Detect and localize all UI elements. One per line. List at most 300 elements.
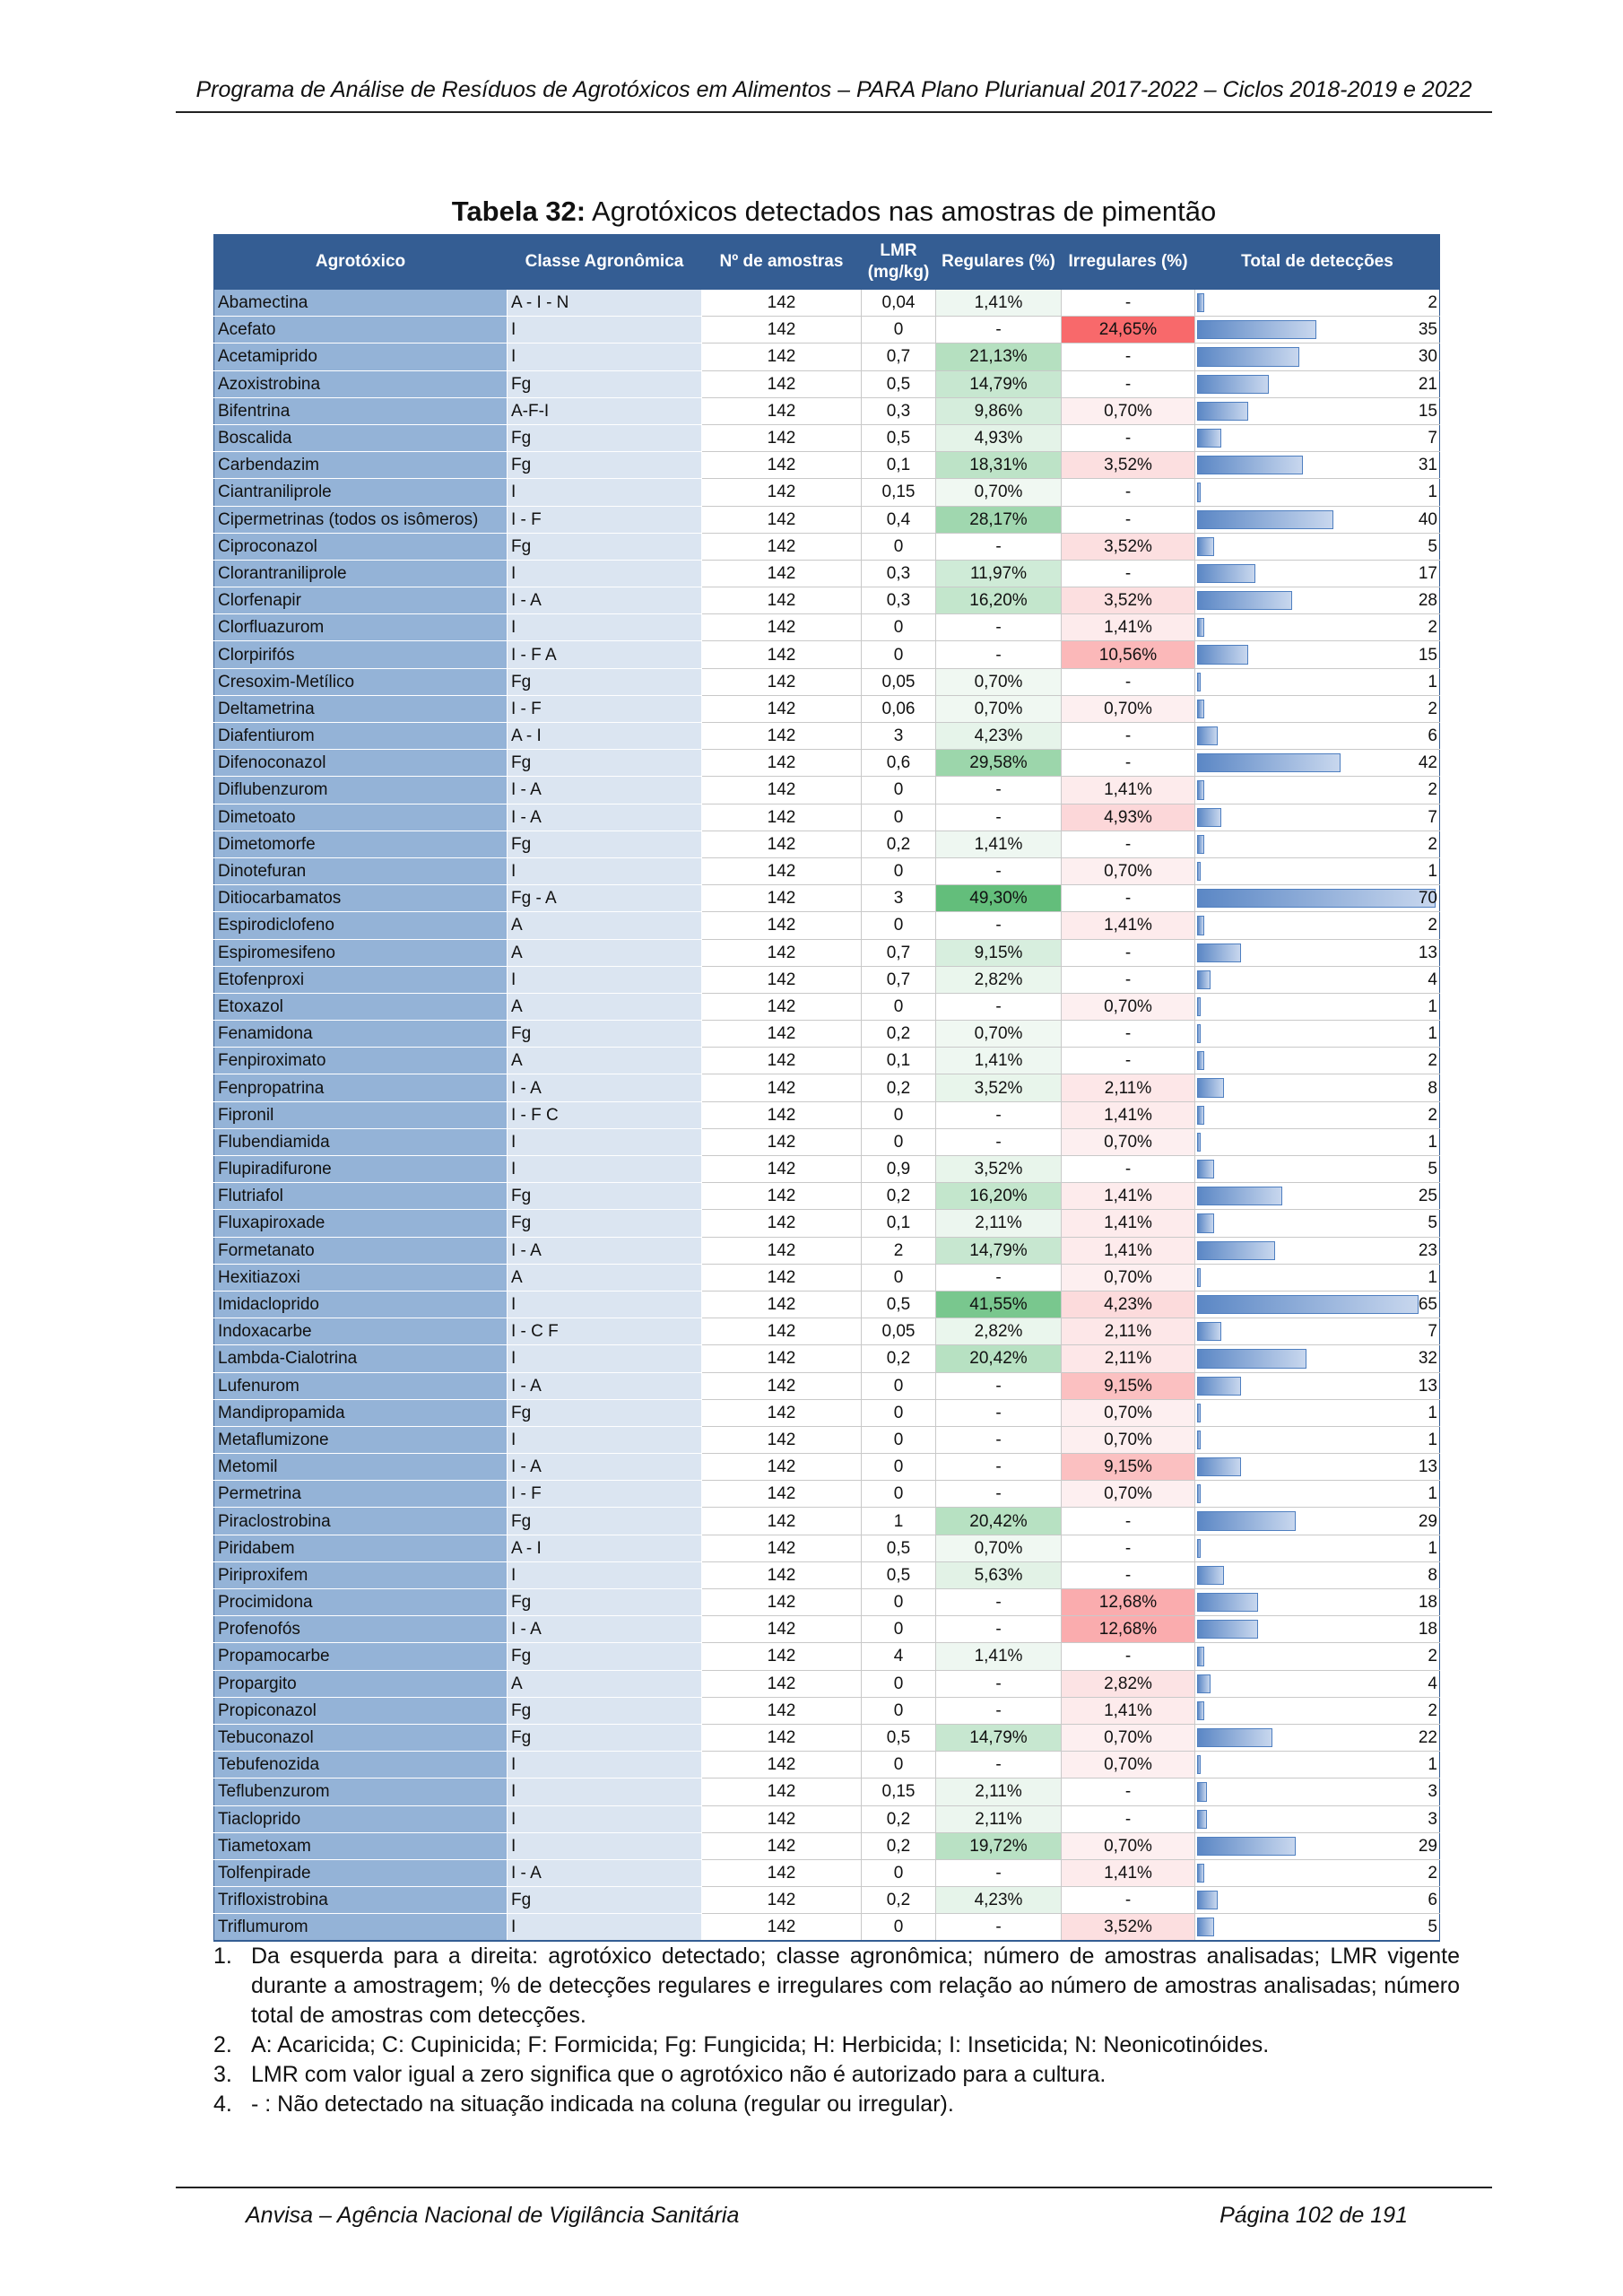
- cell-n-amostras: 142: [702, 1101, 862, 1128]
- cell-lmr: 0: [862, 1697, 936, 1724]
- cell-regulares: -: [936, 1128, 1062, 1155]
- detection-bar: [1197, 1539, 1201, 1558]
- table-row: [214, 1535, 1440, 1561]
- cell-regulares: 16,20%: [936, 1183, 1062, 1210]
- cell-n-amostras: 142: [702, 1752, 862, 1779]
- cell-agrotoxico: Trifloxistrobina: [214, 1887, 508, 1914]
- cell-classe: I - A: [508, 1616, 702, 1643]
- cell-classe: Fg: [508, 370, 702, 397]
- cell-classe: I - A: [508, 1237, 702, 1264]
- cell-n-amostras: 142: [702, 1481, 862, 1508]
- cell-n-amostras: 142: [702, 1832, 862, 1859]
- cell-regulares: 2,82%: [936, 1318, 1062, 1345]
- total-value: 2: [1428, 1105, 1437, 1125]
- table-row: [214, 777, 1440, 804]
- cell-total-deteccoes: [1195, 560, 1440, 587]
- cell-agrotoxico: Deltametrina: [214, 695, 508, 722]
- cell-agrotoxico: Fenpiroximato: [214, 1048, 508, 1074]
- cell-lmr: 0: [862, 1399, 936, 1426]
- cell-irregulares: -: [1062, 885, 1195, 912]
- cell-lmr: 0,7: [862, 344, 936, 370]
- cell-agrotoxico: Etofenproxi: [214, 966, 508, 993]
- table-row: [214, 1264, 1440, 1291]
- detection-bar: [1197, 1322, 1221, 1341]
- cell-regulares: -: [936, 1481, 1062, 1508]
- cell-classe: I - A: [508, 1372, 702, 1399]
- cell-n-amostras: 142: [702, 1128, 862, 1155]
- cell-lmr: 0: [862, 1670, 936, 1697]
- cell-classe: Fg: [508, 1183, 702, 1210]
- cell-classe: I: [508, 1805, 702, 1832]
- table-row: [214, 1561, 1440, 1588]
- cell-irregulares: 1,41%: [1062, 912, 1195, 939]
- cell-total-deteccoes: [1195, 1454, 1440, 1481]
- detection-bar: [1197, 402, 1248, 421]
- cell-n-amostras: 142: [702, 723, 862, 750]
- table-row: [214, 1021, 1440, 1048]
- cell-lmr: 0: [862, 857, 936, 884]
- cell-irregulares: 2,11%: [1062, 1074, 1195, 1101]
- cell-irregulares: 0,70%: [1062, 695, 1195, 722]
- table-row: [214, 1670, 1440, 1697]
- cell-n-amostras: 142: [702, 587, 862, 614]
- cell-agrotoxico: Profenofós: [214, 1616, 508, 1643]
- cell-classe: Fg: [508, 831, 702, 857]
- cell-irregulares: 0,70%: [1062, 1752, 1195, 1779]
- cell-lmr: 0,7: [862, 939, 936, 966]
- cell-total-deteccoes: [1195, 777, 1440, 804]
- cell-agrotoxico: Azoxistrobina: [214, 370, 508, 397]
- note-number: 4.: [213, 2092, 232, 2117]
- cell-n-amostras: 142: [702, 1372, 862, 1399]
- cell-n-amostras: 142: [702, 1210, 862, 1237]
- table-row: [214, 993, 1440, 1020]
- cell-irregulares: 3,52%: [1062, 587, 1195, 614]
- table-row: [214, 1048, 1440, 1074]
- cell-n-amostras: 142: [702, 1291, 862, 1318]
- detection-bar: [1197, 673, 1201, 691]
- table-row: [214, 1128, 1440, 1155]
- cell-agrotoxico: Clorfluazurom: [214, 614, 508, 641]
- cell-irregulares: -: [1062, 560, 1195, 587]
- total-value: 22: [1418, 1728, 1437, 1748]
- footer-rule: [176, 2187, 1492, 2188]
- table-row: [214, 614, 1440, 641]
- cell-irregulares: 4,23%: [1062, 1291, 1195, 1318]
- cell-irregulares: 0,70%: [1062, 1399, 1195, 1426]
- total-value: 2: [1428, 834, 1437, 854]
- table-row: [214, 885, 1440, 912]
- cell-n-amostras: 142: [702, 939, 862, 966]
- cell-regulares: -: [936, 1101, 1062, 1128]
- total-value: 13: [1418, 1457, 1437, 1477]
- cell-total-deteccoes: [1195, 1264, 1440, 1291]
- detection-bar: [1197, 564, 1255, 583]
- cell-n-amostras: 142: [702, 344, 862, 370]
- cell-regulares: 0,70%: [936, 1535, 1062, 1561]
- cell-classe: Fg: [508, 424, 702, 451]
- total-value: 4: [1428, 1674, 1437, 1693]
- detection-bar: [1197, 808, 1221, 827]
- detection-bar: [1197, 1701, 1204, 1720]
- total-value: 2: [1428, 293, 1437, 313]
- total-value: 13: [1418, 943, 1437, 962]
- cell-n-amostras: 142: [702, 1670, 862, 1697]
- total-value: 2: [1428, 1051, 1437, 1071]
- table-row: [214, 1237, 1440, 1264]
- cell-classe: A: [508, 993, 702, 1020]
- table-row: [214, 370, 1440, 397]
- table-row: [214, 641, 1440, 668]
- cell-irregulares: -: [1062, 1535, 1195, 1561]
- cell-regulares: 0,70%: [936, 695, 1062, 722]
- cell-regulares: 3,52%: [936, 1156, 1062, 1183]
- detection-bar: [1197, 483, 1201, 501]
- cell-irregulares: 9,15%: [1062, 1372, 1195, 1399]
- total-value: 31: [1418, 456, 1437, 475]
- cell-total-deteccoes: [1195, 344, 1440, 370]
- note-text: Da esquerda para a direita: agrotóxico detectado; classe agronômica; número de amostras analisadas; LMR vigente durante a amostragem; % de detecções regulares e irregulares com relação ao número de amostras analisadas; número total de amostras com detecções.: [251, 1944, 1460, 2028]
- total-value: 29: [1418, 1511, 1437, 1531]
- cell-regulares: 1,41%: [936, 831, 1062, 857]
- total-value: 1: [1428, 1132, 1437, 1152]
- cell-n-amostras: 142: [702, 1318, 862, 1345]
- total-value: 23: [1418, 1240, 1437, 1260]
- cell-classe: Fg: [508, 1021, 702, 1048]
- cell-n-amostras: 142: [702, 452, 862, 479]
- total-value: 1: [1428, 1267, 1437, 1287]
- table-row: [214, 1805, 1440, 1832]
- cell-regulares: -: [936, 1914, 1062, 1942]
- cell-classe: A: [508, 939, 702, 966]
- table-row: [214, 1887, 1440, 1914]
- cell-agrotoxico: Imidacloprido: [214, 1291, 508, 1318]
- cell-lmr: 0,1: [862, 1048, 936, 1074]
- cell-regulares: -: [936, 804, 1062, 831]
- detection-bar: [1197, 1837, 1296, 1856]
- cell-lmr: 0: [862, 1372, 936, 1399]
- cell-classe: I - A: [508, 587, 702, 614]
- col-header-agrotoxico: Agrotóxico: [214, 235, 508, 290]
- cell-total-deteccoes: [1195, 1345, 1440, 1372]
- total-value: 40: [1418, 509, 1437, 529]
- cell-lmr: 1: [862, 1508, 936, 1535]
- note-item: [213, 1942, 1460, 2031]
- detection-bar: [1197, 375, 1269, 394]
- cell-total-deteccoes: [1195, 1914, 1440, 1942]
- cell-n-amostras: 142: [702, 1887, 862, 1914]
- detection-bar: [1197, 780, 1204, 799]
- cell-classe: I - F C: [508, 1101, 702, 1128]
- cell-agrotoxico: Etoxazol: [214, 993, 508, 1020]
- cell-lmr: 0,2: [862, 1887, 936, 1914]
- table-row: [214, 1074, 1440, 1101]
- cell-classe: A: [508, 1264, 702, 1291]
- cell-classe: Fg: [508, 1508, 702, 1535]
- cell-classe: I: [508, 1291, 702, 1318]
- cell-classe: I - A: [508, 777, 702, 804]
- cell-total-deteccoes: [1195, 804, 1440, 831]
- detection-bar: [1197, 320, 1316, 339]
- cell-total-deteccoes: [1195, 1021, 1440, 1048]
- cell-lmr: 0: [862, 1589, 936, 1616]
- cell-irregulares: -: [1062, 750, 1195, 777]
- cell-regulares: -: [936, 1399, 1062, 1426]
- cell-agrotoxico: Clorpirifós: [214, 641, 508, 668]
- cell-n-amostras: 142: [702, 641, 862, 668]
- cell-classe: Fg: [508, 452, 702, 479]
- cell-regulares: 1,41%: [936, 1048, 1062, 1074]
- table-row: [214, 1481, 1440, 1508]
- cell-irregulares: -: [1062, 1779, 1195, 1805]
- cell-n-amostras: 142: [702, 1074, 862, 1101]
- cell-classe: A: [508, 912, 702, 939]
- total-value: 35: [1418, 320, 1437, 340]
- cell-total-deteccoes: [1195, 1508, 1440, 1535]
- table-row: [214, 750, 1440, 777]
- cell-lmr: 0,05: [862, 668, 936, 695]
- total-value: 29: [1418, 1836, 1437, 1856]
- cell-lmr: 3: [862, 723, 936, 750]
- cell-agrotoxico: Piraclostrobina: [214, 1508, 508, 1535]
- total-value: 1: [1428, 1403, 1437, 1422]
- total-value: 3: [1428, 1782, 1437, 1802]
- cell-lmr: 0,4: [862, 506, 936, 533]
- cell-irregulares: 1,41%: [1062, 777, 1195, 804]
- col-header-regulares: Regulares (%): [936, 235, 1062, 290]
- cell-regulares: 14,79%: [936, 1237, 1062, 1264]
- table-row: [214, 1426, 1440, 1453]
- cell-total-deteccoes: [1195, 1859, 1440, 1886]
- cell-total-deteccoes: [1195, 1643, 1440, 1670]
- cell-total-deteccoes: [1195, 695, 1440, 722]
- cell-classe: Fg: [508, 1589, 702, 1616]
- detection-bar: [1197, 456, 1303, 474]
- cell-total-deteccoes: [1195, 750, 1440, 777]
- cell-lmr: 0: [862, 1101, 936, 1128]
- cell-total-deteccoes: [1195, 1535, 1440, 1561]
- table-row: [214, 533, 1440, 560]
- total-value: 5: [1428, 1213, 1437, 1233]
- cell-total-deteccoes: [1195, 1156, 1440, 1183]
- cell-regulares: 0,70%: [936, 1021, 1062, 1048]
- cell-lmr: 0: [862, 1616, 936, 1643]
- table-row: [214, 1914, 1440, 1942]
- table-row: [214, 397, 1440, 424]
- cell-lmr: 0,2: [862, 1805, 936, 1832]
- detection-bar: [1197, 1404, 1201, 1422]
- table-row: [214, 1210, 1440, 1237]
- cell-total-deteccoes: [1195, 1128, 1440, 1155]
- cell-lmr: 0,6: [862, 750, 936, 777]
- cell-irregulares: -: [1062, 424, 1195, 451]
- detection-bar: [1197, 591, 1292, 610]
- cell-irregulares: 0,70%: [1062, 1832, 1195, 1859]
- detection-bar: [1197, 753, 1341, 772]
- cell-lmr: 0,5: [862, 1724, 936, 1751]
- detection-bar: [1197, 1078, 1224, 1097]
- cell-regulares: 4,23%: [936, 723, 1062, 750]
- cell-total-deteccoes: [1195, 1752, 1440, 1779]
- cell-classe: I: [508, 479, 702, 506]
- cell-n-amostras: 142: [702, 1914, 862, 1942]
- detection-bar: [1197, 645, 1248, 664]
- detection-bar: [1197, 1051, 1204, 1070]
- cell-regulares: -: [936, 1670, 1062, 1697]
- cell-irregulares: 0,70%: [1062, 1724, 1195, 1751]
- cell-regulares: -: [936, 1589, 1062, 1616]
- cell-classe: A - I - N: [508, 290, 702, 317]
- cell-total-deteccoes: [1195, 424, 1440, 451]
- cell-lmr: 0,9: [862, 1156, 936, 1183]
- detection-bar: [1197, 1431, 1201, 1449]
- cell-total-deteccoes: [1195, 1616, 1440, 1643]
- detection-bar: [1197, 1213, 1214, 1232]
- cell-agrotoxico: Propargito: [214, 1670, 508, 1697]
- cell-agrotoxico: Clorantraniliprole: [214, 560, 508, 587]
- detection-bar: [1197, 429, 1221, 448]
- cell-n-amostras: 142: [702, 1561, 862, 1588]
- table-row: [214, 1779, 1440, 1805]
- detection-bar: [1197, 1674, 1211, 1693]
- cell-n-amostras: 142: [702, 506, 862, 533]
- cell-lmr: 0: [862, 533, 936, 560]
- cell-regulares: 1,41%: [936, 290, 1062, 317]
- cell-n-amostras: 142: [702, 533, 862, 560]
- total-value: 5: [1428, 536, 1437, 556]
- total-value: 3: [1428, 1809, 1437, 1829]
- total-value: 15: [1418, 645, 1437, 665]
- total-value: 1: [1428, 1538, 1437, 1558]
- cell-classe: I - A: [508, 1074, 702, 1101]
- total-value: 8: [1428, 1565, 1437, 1585]
- cell-classe: I - F: [508, 1481, 702, 1508]
- total-value: 2: [1428, 1647, 1437, 1666]
- cell-agrotoxico: Formetanato: [214, 1237, 508, 1264]
- cell-n-amostras: 142: [702, 1345, 862, 1372]
- cell-regulares: 41,55%: [936, 1291, 1062, 1318]
- table-row: [214, 1291, 1440, 1318]
- cell-irregulares: -: [1062, 506, 1195, 533]
- cell-irregulares: 2,11%: [1062, 1345, 1195, 1372]
- table-row: [214, 831, 1440, 857]
- cell-classe: I: [508, 966, 702, 993]
- table-row: [214, 939, 1440, 966]
- cell-lmr: 0: [862, 317, 936, 344]
- detection-bar: [1197, 537, 1214, 556]
- table-row: [214, 1508, 1440, 1535]
- total-value: 2: [1428, 699, 1437, 718]
- cell-n-amostras: 142: [702, 1183, 862, 1210]
- table-row: [214, 1318, 1440, 1345]
- cell-n-amostras: 142: [702, 479, 862, 506]
- table-row: [214, 560, 1440, 587]
- footer-page-number: Página 102 de 191: [1219, 2203, 1408, 2228]
- cell-agrotoxico: Acetamiprido: [214, 344, 508, 370]
- cell-agrotoxico: Carbendazim: [214, 452, 508, 479]
- cell-agrotoxico: Mandipropamida: [214, 1399, 508, 1426]
- total-value: 7: [1428, 1322, 1437, 1342]
- detection-bar: [1197, 916, 1204, 935]
- detection-bar: [1197, 1918, 1214, 1936]
- cell-lmr: 0: [862, 1454, 936, 1481]
- total-value: 2: [1428, 916, 1437, 935]
- cell-total-deteccoes: [1195, 885, 1440, 912]
- cell-regulares: -: [936, 1426, 1062, 1453]
- cell-n-amostras: 142: [702, 993, 862, 1020]
- cell-lmr: 0: [862, 1914, 936, 1942]
- cell-n-amostras: 142: [702, 1859, 862, 1886]
- detection-bar: [1197, 1268, 1201, 1287]
- detection-bar: [1197, 1106, 1204, 1125]
- cell-irregulares: -: [1062, 1643, 1195, 1670]
- cell-n-amostras: 142: [702, 777, 862, 804]
- cell-agrotoxico: Ditiocarbamatos: [214, 885, 508, 912]
- cell-regulares: 0,70%: [936, 479, 1062, 506]
- table-row: [214, 1697, 1440, 1724]
- cell-n-amostras: 142: [702, 317, 862, 344]
- cell-n-amostras: 142: [702, 831, 862, 857]
- cell-irregulares: 1,41%: [1062, 614, 1195, 641]
- cell-n-amostras: 142: [702, 750, 862, 777]
- cell-regulares: 5,63%: [936, 1561, 1062, 1588]
- cell-agrotoxico: Fenamidona: [214, 1021, 508, 1048]
- total-value: 6: [1428, 1891, 1437, 1910]
- cell-lmr: 0,3: [862, 560, 936, 587]
- cell-total-deteccoes: [1195, 1426, 1440, 1453]
- total-value: 25: [1418, 1187, 1437, 1206]
- cell-classe: I - F A: [508, 641, 702, 668]
- cell-irregulares: 1,41%: [1062, 1237, 1195, 1264]
- cell-agrotoxico: Cresoxim-Metílico: [214, 668, 508, 695]
- col-header-total: Total de detecções: [1195, 235, 1440, 290]
- note-text: LMR com valor igual a zero significa que o agrotóxico não é autorizado para a cultura.: [251, 2062, 1107, 2087]
- cell-n-amostras: 142: [702, 668, 862, 695]
- cell-regulares: 0,70%: [936, 668, 1062, 695]
- cell-lmr: 0,5: [862, 1535, 936, 1561]
- cell-irregulares: 0,70%: [1062, 1426, 1195, 1453]
- cell-lmr: 0,2: [862, 1074, 936, 1101]
- detection-bar: [1197, 1728, 1272, 1747]
- cell-classe: A - I: [508, 723, 702, 750]
- cell-n-amostras: 142: [702, 804, 862, 831]
- cell-regulares: 4,93%: [936, 424, 1062, 451]
- total-value: 65: [1418, 1295, 1437, 1315]
- cell-classe: I: [508, 1128, 702, 1155]
- total-value: 1: [1428, 1484, 1437, 1504]
- cell-agrotoxico: Metaflumizone: [214, 1426, 508, 1453]
- cell-lmr: 0,05: [862, 1318, 936, 1345]
- cell-classe: Fg: [508, 1887, 702, 1914]
- cell-n-amostras: 142: [702, 614, 862, 641]
- cell-regulares: -: [936, 614, 1062, 641]
- cell-irregulares: 0,70%: [1062, 1481, 1195, 1508]
- cell-lmr: 0,3: [862, 397, 936, 424]
- cell-lmr: 0: [862, 641, 936, 668]
- cell-irregulares: 24,65%: [1062, 317, 1195, 344]
- detection-bar: [1197, 1647, 1204, 1665]
- cell-lmr: 0,5: [862, 424, 936, 451]
- cell-total-deteccoes: [1195, 479, 1440, 506]
- cell-classe: I - A: [508, 1859, 702, 1886]
- cell-classe: A: [508, 1048, 702, 1074]
- detection-bar: [1197, 618, 1204, 637]
- cell-total-deteccoes: [1195, 533, 1440, 560]
- cell-n-amostras: 142: [702, 370, 862, 397]
- cell-irregulares: -: [1062, 723, 1195, 750]
- detection-bar: [1197, 997, 1201, 1016]
- table-row: [214, 723, 1440, 750]
